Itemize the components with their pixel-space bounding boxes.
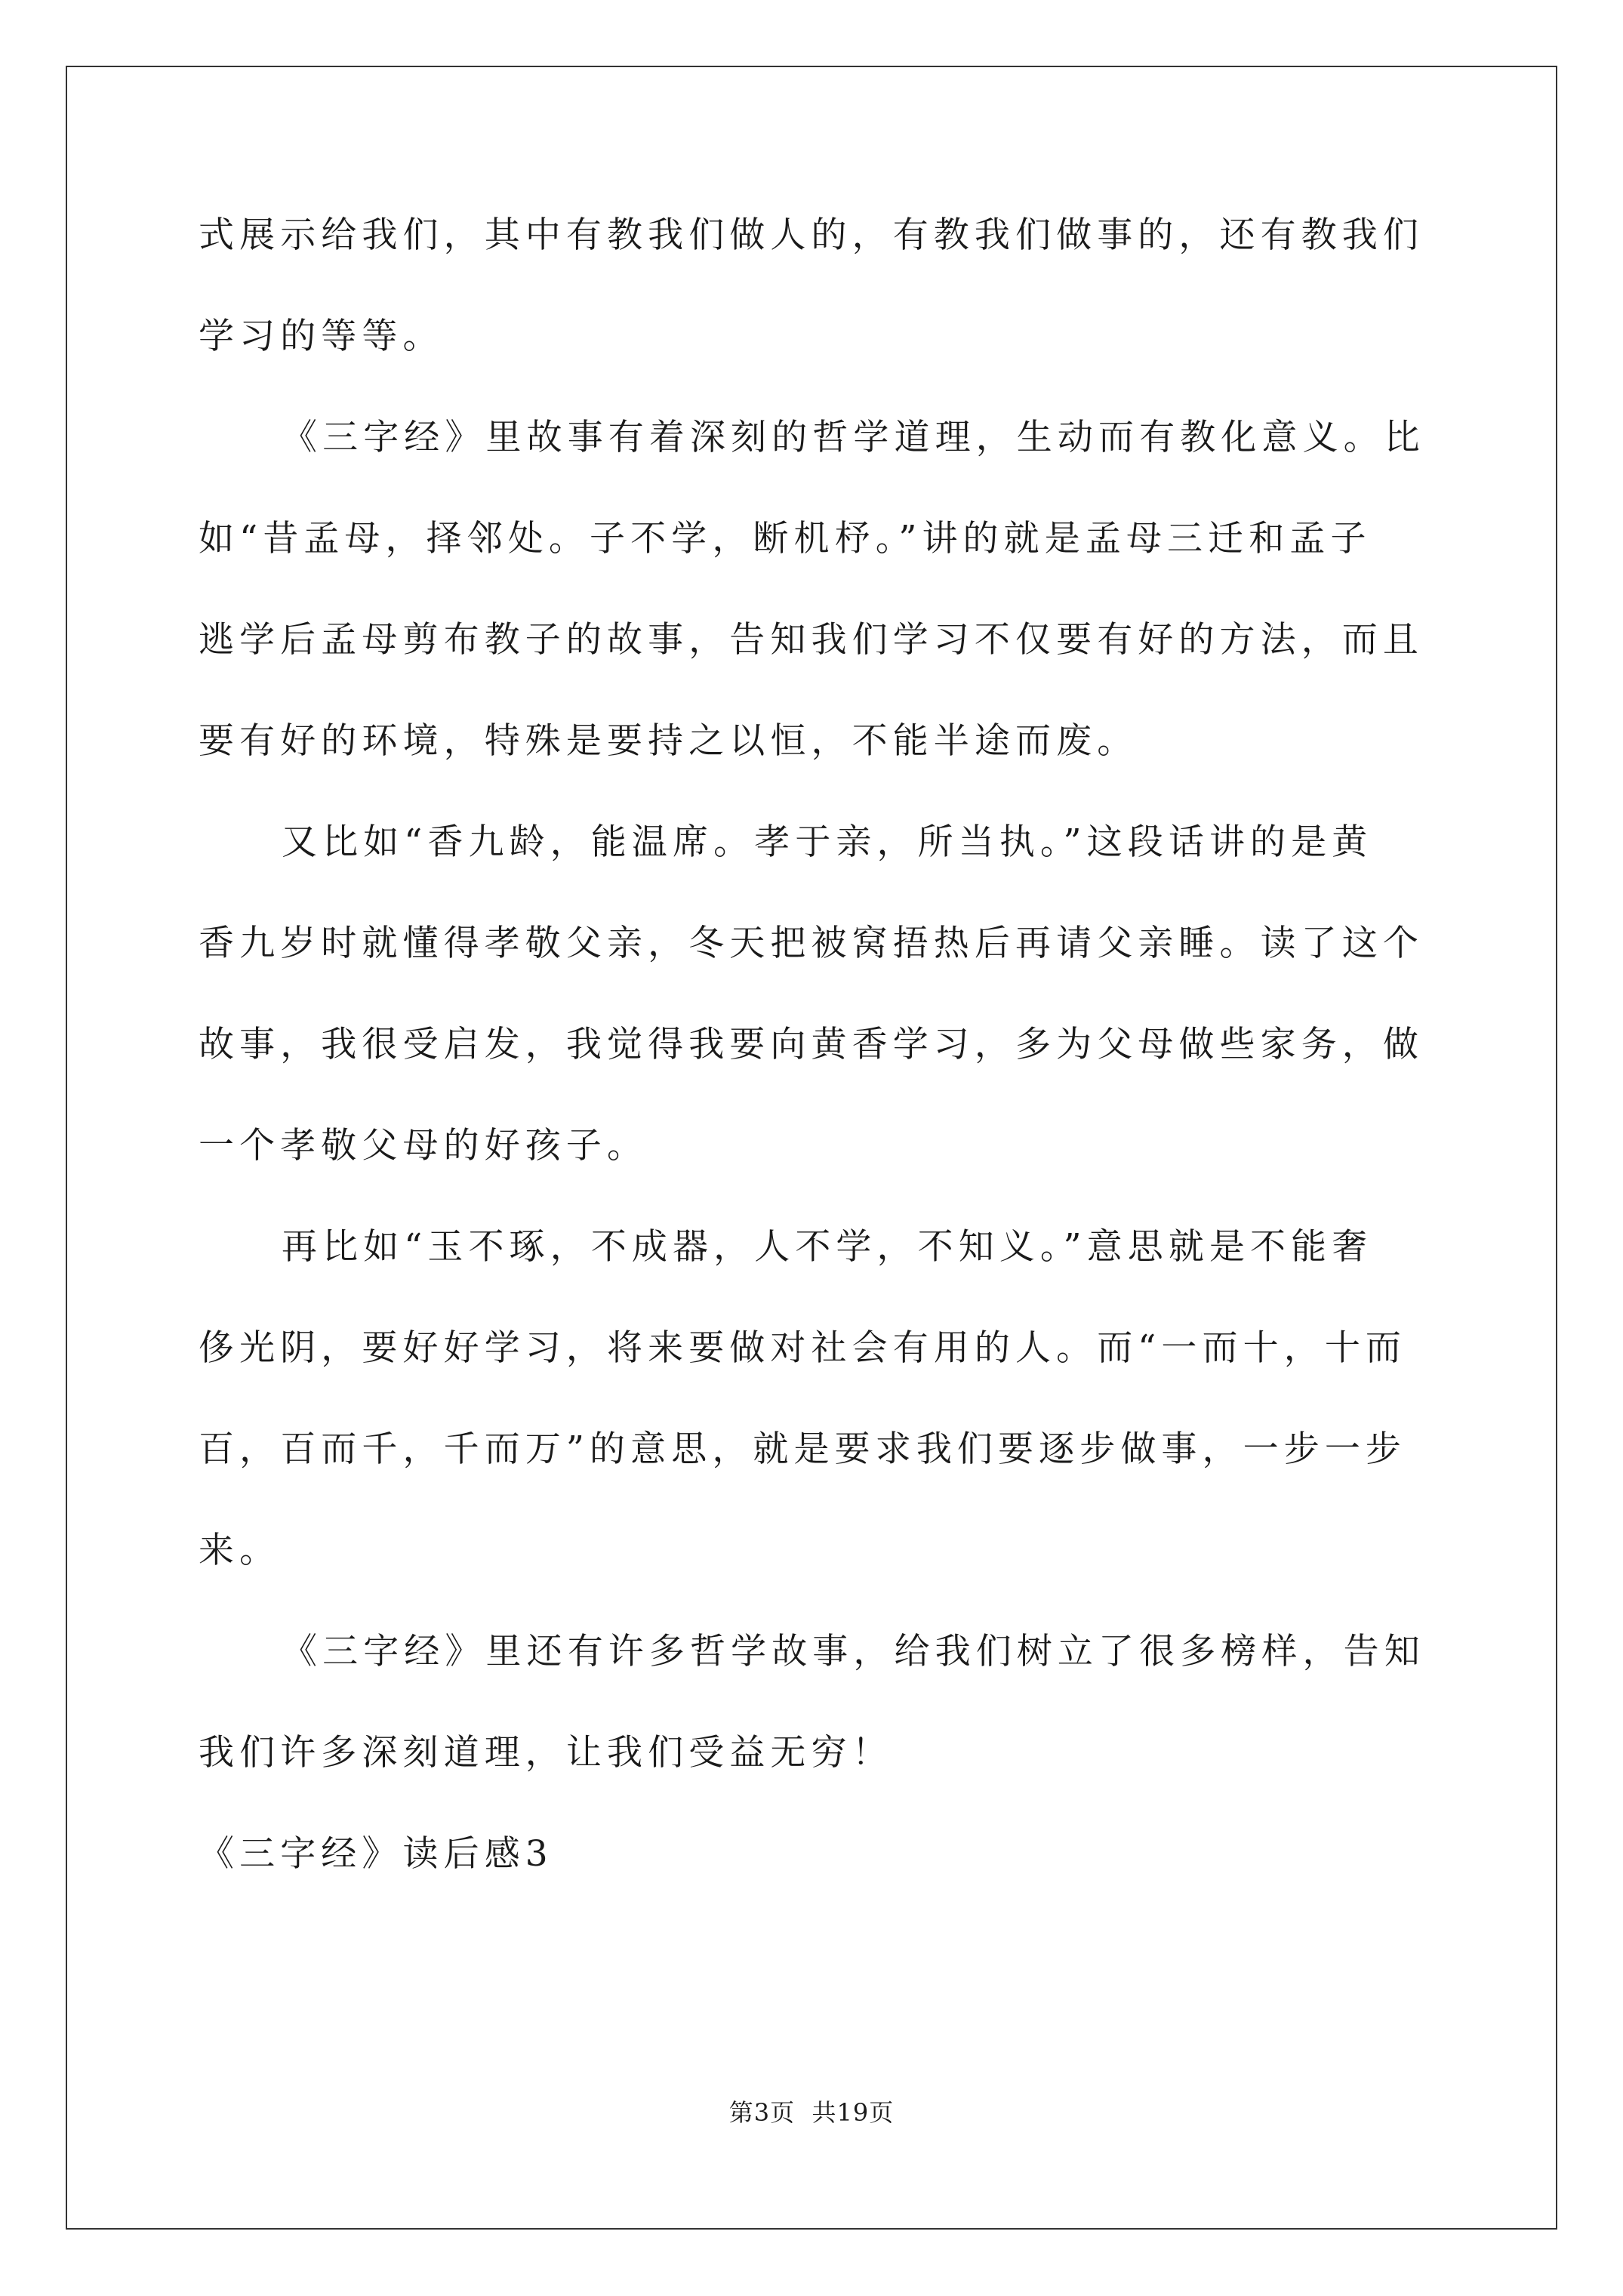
text-line: 香九岁时就懂得孝敬父亲，冬天把被窝捂热后再请父亲睡。读了这个: [199, 923, 1424, 964]
page-number-footer: 第3页 共19页: [728, 2098, 895, 2127]
section-heading: 《三字经》读后感3: [199, 1833, 553, 1875]
text-line: 侈光阴，要好好学习，将来要做对社会有用的人。而“一而十，十而: [199, 1327, 1407, 1369]
paragraph-start-line: 《三字经》里还有许多哲学故事，给我们树立了很多榜样，告知: [282, 1631, 1425, 1672]
text-line: 我们许多深刻道理，让我们受益无穷！: [199, 1732, 893, 1774]
text-line: 逃学后孟母剪布教子的故事，告知我们学习不仅要有好的方法，而且: [199, 619, 1424, 661]
paragraph-start-line: 再比如“玉不琢，不成器，人不学，不知义。”意思就是不能奢: [282, 1226, 1373, 1268]
body-text: [199, 215, 1437, 1935]
text-line: 一个孝敬父母的好孩子。: [199, 1125, 648, 1166]
paragraph-start-line: 又比如“香九龄，能温席。孝于亲，所当执。”这段话讲的是黄: [282, 821, 1373, 863]
paragraph-start-line: 《三字经》里故事有着深刻的哲学道理，生动而有教化意义。比: [282, 417, 1425, 458]
text-line: 学习的等等。: [199, 316, 444, 357]
text-line: 要有好的环境，特殊是要持之以恒，不能半途而废。: [199, 720, 1138, 762]
text-line: 百，百而千，千而万”的意思，就是要求我们要逐步做事，一步一步: [199, 1428, 1407, 1470]
text-line: 式展示给我们，其中有教我们做人的，有教我们做事的，还有教我们: [199, 214, 1424, 256]
text-line: 故事，我很受启发，我觉得我要向黄香学习，多为父母做些家务，做: [199, 1024, 1424, 1065]
text-line: 来。: [199, 1530, 281, 1571]
text-line: 如“昔孟母，择邻处。子不学，断机杼。”讲的就是孟母三迁和孟子: [199, 518, 1372, 559]
